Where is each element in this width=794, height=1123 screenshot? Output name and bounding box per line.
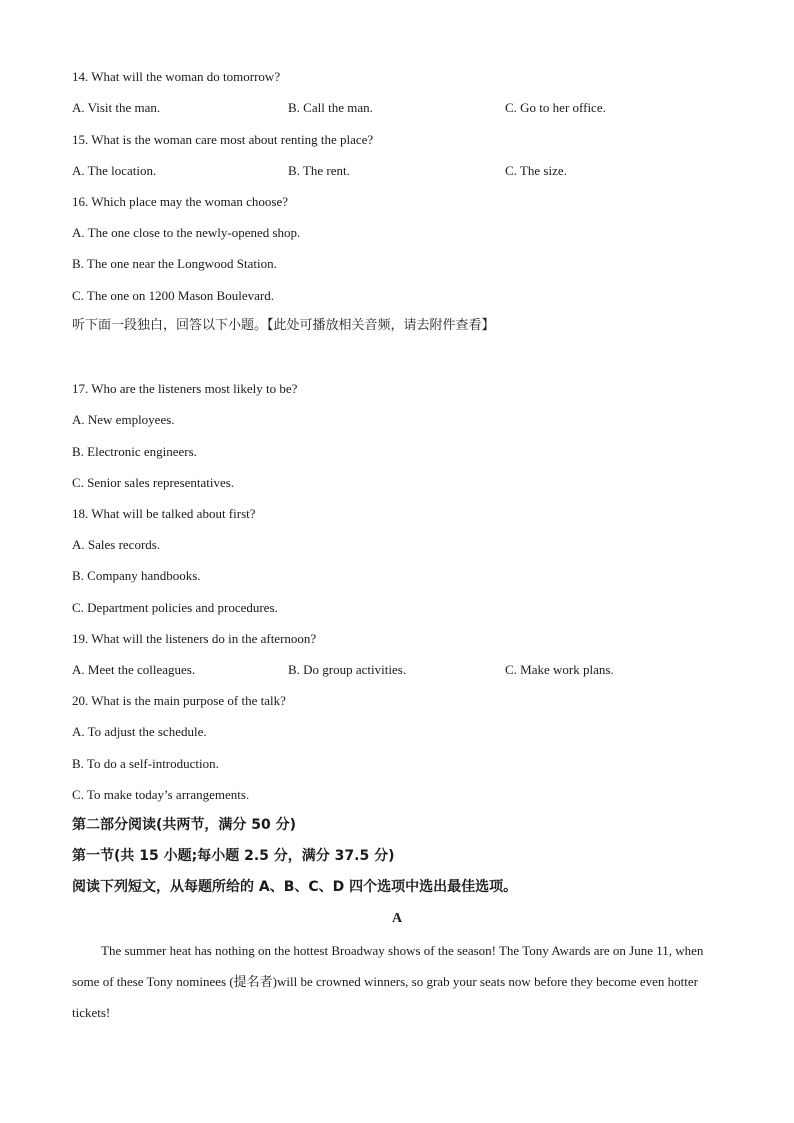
question-18: 18. What will be talked about first? xyxy=(72,506,256,521)
q15-option-b: B. The rent. xyxy=(288,163,350,178)
q19-option-c: C. Make work plans. xyxy=(505,662,614,677)
q17-option-c: C. Senior sales representatives. xyxy=(72,475,235,490)
question-17: 17. Who are the listeners most likely to be? xyxy=(72,381,298,396)
q14-option-b: B. Call the man. xyxy=(288,100,373,115)
q20-option-b: B. To do a self-introduction. xyxy=(72,756,219,771)
reading-instruction: 阅读下列短文，从每题所给的 A、B、C、D 四个选项中选出最佳选项。 xyxy=(72,879,518,895)
q18-option-b: B. Company handbooks. xyxy=(72,568,201,583)
q15-option-c: C. The size. xyxy=(505,163,567,178)
q18-option-c: C. Department policies and procedures. xyxy=(72,600,278,615)
q19-option-a: A. Meet the colleagues. xyxy=(72,662,196,677)
passage-paragraph: The summer heat has nothing on the hottest Broadway shows of the season! The Tony Awards are on June 11, when some of these Tony nominees (提名者)will be crowned winners, so grab your seats now before they become even hotter tickets! xyxy=(72,943,704,1020)
question-16: 16. Which place may the woman choose? xyxy=(72,194,288,209)
q16-option-a: A. The one close to the newly-opened shop. xyxy=(72,225,301,240)
q17-option-b: B. Electronic engineers. xyxy=(72,444,197,459)
q17-option-a: A. New employees. xyxy=(72,412,175,427)
q19-option-b: B. Do group activities. xyxy=(288,662,407,677)
question-14: 14. What will the woman do tomorrow? xyxy=(72,69,281,84)
q15-option-a: A. The location. xyxy=(72,163,157,178)
question-19: 19. What will the listeners do in the afternoon? xyxy=(72,631,317,646)
q16-option-c: C. The one on 1200 Mason Boulevard. xyxy=(72,288,274,303)
q16-option-b: B. The one near the Longwood Station. xyxy=(72,256,277,271)
part2-heading: 第二部分阅读(共两节，满分 50 分) xyxy=(72,817,297,833)
section1-heading: 第一节(共 15 小题;每小题 2.5 分，满分 37.5 分) xyxy=(72,848,395,864)
q14-option-a: A. Visit the man. xyxy=(72,100,161,115)
question-20: 20. What is the main purpose of the talk? xyxy=(72,693,286,708)
q20-option-c: C. To make today’s arrangements. xyxy=(72,787,250,802)
monologue-instruction: 听下面一段独白，回答以下小题。【此处可播放相关音频，请去附件查看】 xyxy=(72,318,495,333)
passage-label: A xyxy=(391,911,403,926)
q20-option-a: A. To adjust the schedule. xyxy=(72,724,207,739)
q14-option-c: C. Go to her office. xyxy=(505,100,606,115)
question-15: 15. What is the woman care most about renting the place? xyxy=(72,132,374,147)
q18-option-a: A. Sales records. xyxy=(72,537,161,552)
